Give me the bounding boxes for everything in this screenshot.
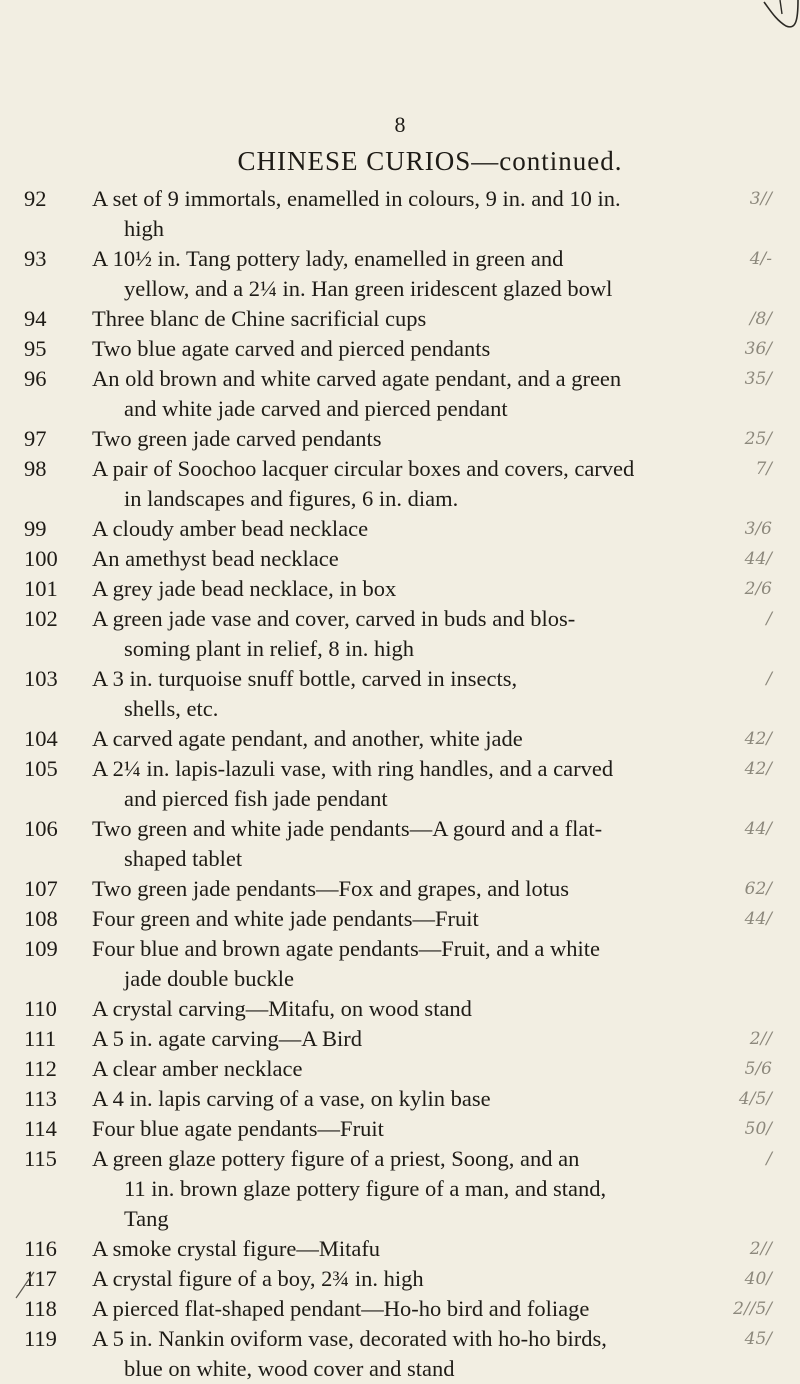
lot-number: 110: [24, 996, 57, 1021]
lot-description-line: A 5 in. agate carving—A Bird: [92, 1026, 362, 1051]
lot-number: 105: [24, 756, 58, 781]
lot-description: [92, 604, 717, 664]
lot-number: 116: [24, 1236, 57, 1261]
lot-item: [0, 574, 800, 604]
lot-description: [92, 304, 717, 334]
lot-description-line: A pierced flat-shaped pendant—Ho-ho bird and foliage: [92, 1296, 590, 1321]
lot-item: [0, 184, 800, 244]
handwritten-price-note: /: [766, 669, 772, 689]
lot-description: [92, 544, 717, 574]
lot-description-line: A carved agate pendant, and another, white jade: [92, 726, 523, 751]
lot-description: [92, 1264, 717, 1294]
lot-description: [92, 904, 717, 934]
lot-description-line: A 2¼ in. lapis-lazuli vase, with ring handles, and a carved: [92, 756, 614, 781]
lot-description-line: A 3 in. turquoise snuff bottle, carved in insects,: [92, 666, 518, 691]
corner-pencil-mark-icon: [740, 0, 800, 60]
lot-description-line: 11 in. brown glaze pottery figure of a man, and stand,: [124, 1176, 607, 1201]
lot-number: 103: [24, 666, 58, 691]
lot-number: 111: [24, 1026, 57, 1051]
lot-description: [92, 724, 717, 754]
lot-description: [92, 244, 717, 304]
lot-number: 118: [24, 1296, 57, 1321]
handwritten-price-note: 40/: [744, 1269, 772, 1289]
lot-number: 98: [24, 456, 47, 481]
lot-item: [0, 1144, 800, 1234]
lot-item: [0, 604, 800, 664]
lot-description-line: Tang: [124, 1206, 169, 1231]
lot-description: [92, 424, 717, 454]
handwritten-price-note: 2//5/: [733, 1299, 772, 1319]
lot-list: [0, 184, 800, 1384]
lot-number: 117: [24, 1266, 57, 1291]
handwritten-price-note: 45/: [744, 1329, 772, 1349]
lot-item: [0, 364, 800, 424]
lot-description: [92, 1324, 717, 1384]
lot-number: 92: [24, 186, 47, 211]
page-number: 8: [394, 112, 406, 137]
lot-number: 97: [24, 426, 47, 451]
lot-item: [0, 424, 800, 454]
lot-item: [0, 514, 800, 544]
lot-number: 95: [24, 336, 47, 361]
lot-description-line: and pierced fish jade pendant: [124, 786, 388, 811]
lot-description: [92, 664, 717, 724]
lot-description-line: and white jade carved and pierced pendant: [124, 396, 508, 421]
lot-number: 115: [24, 1146, 57, 1171]
handwritten-price-note: 35/: [744, 369, 772, 389]
lot-description-line: Four green and white jade pendants—Fruit: [92, 906, 479, 931]
lot-item: [0, 1324, 800, 1384]
lot-description: [92, 1114, 717, 1144]
lot-description: [92, 1024, 717, 1054]
lot-description-line: Two blue agate carved and pierced pendants: [92, 336, 491, 361]
lot-item: [0, 454, 800, 514]
lot-item: [0, 1054, 800, 1084]
lot-description: [92, 334, 717, 364]
lot-item: [0, 304, 800, 334]
lot-description-line: yellow, and a 2¼ in. Han green iridescent glazed bowl: [124, 276, 613, 301]
lot-number: 99: [24, 516, 47, 541]
lot-description: [92, 1084, 717, 1114]
lot-item: [0, 814, 800, 874]
lot-description: [92, 934, 717, 994]
margin-pencil-mark-icon: [12, 1270, 42, 1300]
lot-item: [0, 664, 800, 724]
page-title: CHINESE CURIOS—continued.: [237, 146, 623, 176]
lot-description: [92, 814, 717, 874]
lot-description-line: An old brown and white carved agate pendant, and a green: [92, 366, 622, 391]
lot-description: [92, 1294, 717, 1324]
lot-description-line: A crystal figure of a boy, 2¾ in. high: [92, 1266, 424, 1291]
lot-description-line: blue on white, wood cover and stand: [124, 1356, 455, 1381]
lot-description-line: Two green jade carved pendants: [92, 426, 382, 451]
lot-number: 106: [24, 816, 58, 841]
handwritten-price-note: 4/-: [749, 249, 772, 269]
lot-number: 107: [24, 876, 58, 901]
lot-description-line: Four blue agate pendants—Fruit: [92, 1116, 384, 1141]
lot-description-line: shells, etc.: [124, 696, 219, 721]
handwritten-price-note: 62/: [744, 879, 772, 899]
lot-item: [0, 544, 800, 574]
handwritten-price-note: 5/6: [744, 1059, 772, 1079]
lot-item: [0, 724, 800, 754]
lot-description: [92, 754, 717, 814]
lot-item: [0, 904, 800, 934]
handwritten-price-note: /: [766, 609, 772, 629]
lot-description-line: An amethyst bead necklace: [92, 546, 339, 571]
lot-description-line: Four blue and brown agate pendants—Fruit, and a white: [92, 936, 601, 961]
lot-description-line: shaped tablet: [124, 846, 243, 871]
lot-number: 119: [24, 1326, 57, 1351]
handwritten-price-note: 3//: [749, 189, 772, 209]
lot-number: 94: [24, 306, 47, 331]
lot-description: [92, 514, 717, 544]
handwritten-price-note: 25/: [744, 429, 772, 449]
handwritten-price-note: 2//: [749, 1239, 772, 1259]
lot-description-line: Two green jade pendants—Fox and grapes, and lotus: [92, 876, 570, 901]
lot-number: 96: [24, 366, 47, 391]
handwritten-price-note: 3/6: [744, 519, 772, 539]
lot-item: [0, 874, 800, 904]
lot-description-line: A green jade vase and cover, carved in buds and blos-: [92, 606, 576, 631]
lot-item: [0, 1264, 800, 1294]
lot-description: [92, 454, 717, 514]
lot-item: [0, 754, 800, 814]
lot-number: 112: [24, 1056, 57, 1081]
lot-description-line: in landscapes and figures, 6 in. diam.: [124, 486, 459, 511]
lot-description: [92, 994, 717, 1024]
lot-number: 108: [24, 906, 58, 931]
lot-item: [0, 1024, 800, 1054]
lot-item: [0, 1084, 800, 1114]
lot-number: 104: [24, 726, 58, 751]
lot-description-line: high: [124, 216, 165, 241]
lot-item: [0, 334, 800, 364]
lot-number: 102: [24, 606, 58, 631]
handwritten-price-note: 2//: [749, 1029, 772, 1049]
lot-description-line: A smoke crystal figure—Mitafu: [92, 1236, 381, 1261]
lot-number: 101: [24, 576, 58, 601]
lot-description: [92, 874, 717, 904]
lot-item: [0, 1234, 800, 1264]
lot-item: [0, 994, 800, 1024]
lot-description-line: A crystal carving—Mitafu, on wood stand: [92, 996, 472, 1021]
lot-description: [92, 574, 717, 604]
lot-item: [0, 1294, 800, 1324]
lot-description-line: Two green and white jade pendants—A gourd and a flat-: [92, 816, 603, 841]
lot-item: [0, 934, 800, 994]
lot-description-line: A set of 9 immortals, enamelled in colours, 9 in. and 10 in.: [92, 186, 621, 211]
handwritten-price-note: 4/5/: [738, 1089, 772, 1109]
lot-description: [92, 1234, 717, 1264]
lot-description: [92, 184, 717, 244]
lot-description-line: Three blanc de Chine sacrificial cups: [92, 306, 427, 331]
lot-number: 114: [24, 1116, 57, 1141]
lot-description: [92, 1054, 717, 1084]
lot-description-line: A 4 in. lapis carving of a vase, on kylin base: [92, 1086, 491, 1111]
handwritten-price-note: 2/6: [744, 579, 772, 599]
lot-description-line: A clear amber necklace: [92, 1056, 303, 1081]
lot-description-line: A pair of Soochoo lacquer circular boxes and covers, carved: [92, 456, 635, 481]
lot-number: 113: [24, 1086, 57, 1111]
lot-description-line: jade double buckle: [124, 966, 294, 991]
lot-item: [0, 244, 800, 304]
handwritten-price-note: 44/: [744, 819, 772, 839]
lot-number: 109: [24, 936, 58, 961]
handwritten-price-note: 7/: [755, 459, 772, 479]
lot-description: [92, 1144, 717, 1234]
lot-number: 100: [24, 546, 58, 571]
lot-description-line: A green glaze pottery figure of a priest, Soong, and an: [92, 1146, 580, 1171]
handwritten-price-note: /8/: [749, 309, 772, 329]
lot-number: 93: [24, 246, 47, 271]
lot-description: [92, 364, 717, 424]
handwritten-price-note: 42/: [744, 729, 772, 749]
handwritten-price-note: 50/: [744, 1119, 772, 1139]
lot-description-line: A cloudy amber bead necklace: [92, 516, 369, 541]
handwritten-price-note: 44/: [744, 909, 772, 929]
lot-description-line: soming plant in relief, 8 in. high: [124, 636, 414, 661]
handwritten-price-note: 36/: [744, 339, 772, 359]
lot-description-line: A 5 in. Nankin oviform vase, decorated with ho-ho birds,: [92, 1326, 607, 1351]
lot-description-line: A grey jade bead necklace, in box: [92, 576, 397, 601]
handwritten-price-note: 42/: [744, 759, 772, 779]
handwritten-price-note: 44/: [744, 549, 772, 569]
lot-description-line: A 10½ in. Tang pottery lady, enamelled in green and: [92, 246, 564, 271]
lot-item: [0, 1114, 800, 1144]
handwritten-price-note: /: [766, 1149, 772, 1169]
